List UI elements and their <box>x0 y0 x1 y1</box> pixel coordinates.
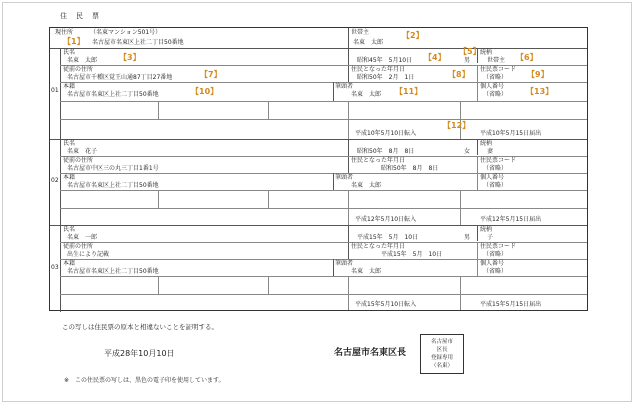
head-of-registry-3: 名東 太郎 <box>351 268 382 275</box>
marker-12: 【12】 <box>443 121 471 130</box>
head-of-registry-1: 名東 太郎 <box>351 91 382 98</box>
head-label: 世帯主 <box>351 29 370 36</box>
prev-address-2: 名古屋市中区三の丸三丁目1番1号 <box>67 165 159 172</box>
domicile-label-2: 本籍 <box>63 174 76 181</box>
individual-number-label-3: 個人番号 <box>480 260 505 267</box>
individual-number-label-2: 個人番号 <box>480 174 505 181</box>
relation-label-3: 続柄 <box>480 226 493 233</box>
issue-date: 平成28年10月10日 <box>104 349 175 358</box>
person-name-3: 名東 一郎 <box>67 234 98 241</box>
prev-address-1: 名古屋市千種区覚王山通87丁目27番地 <box>67 74 173 81</box>
registry-code-2: （省略） <box>483 165 508 172</box>
name-label-3: 氏名 <box>63 226 76 233</box>
moved-in-2: 平成12年5月10日転入 <box>355 216 417 223</box>
person-name-2: 名東 花子 <box>67 148 98 155</box>
sex-3: 男 <box>464 234 471 241</box>
individual-number-1: （省略） <box>483 91 508 98</box>
resident-date-label-1: 住民となった年月日 <box>351 66 406 73</box>
registry-code-label-1: 住民票コード <box>480 66 517 73</box>
head-name: 名東 太郎 <box>353 39 384 46</box>
moved-in-3: 平成15年5月10日転入 <box>355 301 417 308</box>
footnote: ※ この住民票の写しは、黒色の電子印を使用しています。 <box>64 377 225 384</box>
marker-1: 【1】 <box>63 37 85 46</box>
marker-11: 【11】 <box>395 87 423 96</box>
person-no-2: 02 <box>51 177 59 184</box>
resident-date-label-2: 住民となった年月日 <box>351 157 406 164</box>
head-of-registry-label-1: 筆頭者 <box>335 83 354 90</box>
marker-3: 【3】 <box>119 53 141 62</box>
relation-2: 妻 <box>487 148 494 155</box>
relation-label-1: 続柄 <box>480 49 493 56</box>
head-of-registry-2: 名東 太郎 <box>351 182 382 189</box>
relation-1: 世帯主 <box>487 57 506 64</box>
domicile-2: 名古屋市名東区上社二丁目50番地 <box>67 182 159 189</box>
person-no-1: 01 <box>51 87 59 94</box>
resident-table <box>49 27 588 311</box>
seal-line-4: （名東） <box>430 363 453 369</box>
reported-3: 平成15年5月15日届出 <box>480 301 542 308</box>
marker-13: 【13】 <box>526 87 554 96</box>
issuer-name: 名古屋市名東区長 <box>334 348 407 358</box>
seal-line-3: 登録専用 <box>430 355 453 361</box>
name-label-1: 氏名 <box>63 49 76 56</box>
moved-in-1: 平成10年5月10日転入 <box>355 130 417 137</box>
person-no-3: 03 <box>51 264 59 271</box>
prev-address-label-2: 従前の住所 <box>63 157 94 164</box>
head-of-registry-label-2: 筆頭者 <box>335 174 354 181</box>
head-of-registry-label-3: 筆頭者 <box>335 260 354 267</box>
sex-2: 女 <box>464 148 471 155</box>
document-title: 住 民 票 <box>60 12 100 20</box>
birth-2: 昭和50年 8月 8日 <box>357 148 415 155</box>
domicile-3: 名古屋市名東区上社二丁目50番地 <box>67 268 159 275</box>
reported-1: 平成10年5月15日届出 <box>480 130 542 137</box>
seal-line-1: 名古屋市 <box>430 339 453 345</box>
registry-code-3: （省略） <box>483 251 508 258</box>
domicile-label-3: 本籍 <box>63 260 76 267</box>
registry-code-label-2: 住民票コード <box>480 157 517 164</box>
sex-1: 男 <box>464 57 471 64</box>
resident-date-label-3: 住民となった年月日 <box>351 243 406 250</box>
person-name-1: 名東 太郎 <box>67 57 98 64</box>
birth-3: 平成15年 5月 10日 <box>357 234 419 241</box>
name-label-2: 氏名 <box>63 140 76 147</box>
marker-9: 【9】 <box>527 70 549 79</box>
registry-code-label-3: 住民票コード <box>480 243 517 250</box>
address-label: 現住所 <box>55 29 74 36</box>
individual-number-3: （省略） <box>483 268 508 275</box>
reported-2: 平成12年5月15日届出 <box>480 216 542 223</box>
marker-6: 【6】 <box>516 53 538 62</box>
prev-address-label-1: 従前の住所 <box>63 66 94 73</box>
individual-number-label-1: 個人番号 <box>480 83 505 90</box>
marker-4: 【4】 <box>424 53 446 62</box>
relation-3: 子 <box>487 234 494 241</box>
relation-label-2: 続柄 <box>480 140 493 147</box>
registry-code-1: （省略） <box>483 74 508 81</box>
domicile-1: 名古屋市名東区上社二丁目50番地 <box>67 91 159 98</box>
resident-date-1: 昭和50年 2月 1日 <box>357 74 415 81</box>
official-seal <box>420 334 464 374</box>
marker-10: 【10】 <box>191 87 219 96</box>
domicile-label-1: 本籍 <box>63 83 76 90</box>
address-building: （名東マンション501号） <box>90 29 162 36</box>
seal-line-2: 区長 <box>436 347 448 353</box>
current-address: 名古屋市名東区上社二丁目50番地 <box>92 39 184 46</box>
marker-5: 【5】 <box>459 47 481 56</box>
prev-address-label-3: 従前の住所 <box>63 243 94 250</box>
resident-date-3: 平成15年 5月 10日 <box>381 251 443 258</box>
marker-8: 【8】 <box>448 70 470 79</box>
marker-2: 【2】 <box>402 31 424 40</box>
individual-number-2: （省略） <box>483 182 508 189</box>
resident-date-2: 昭和50年 8月 8日 <box>381 165 439 172</box>
marker-7: 【7】 <box>200 70 222 79</box>
prev-address-3: 出生により記載 <box>67 251 110 258</box>
certification-text: この写しは住民票の原本と相違ないことを証明する。 <box>62 323 218 331</box>
birth-1: 昭和45年 5月10日 <box>357 57 413 64</box>
